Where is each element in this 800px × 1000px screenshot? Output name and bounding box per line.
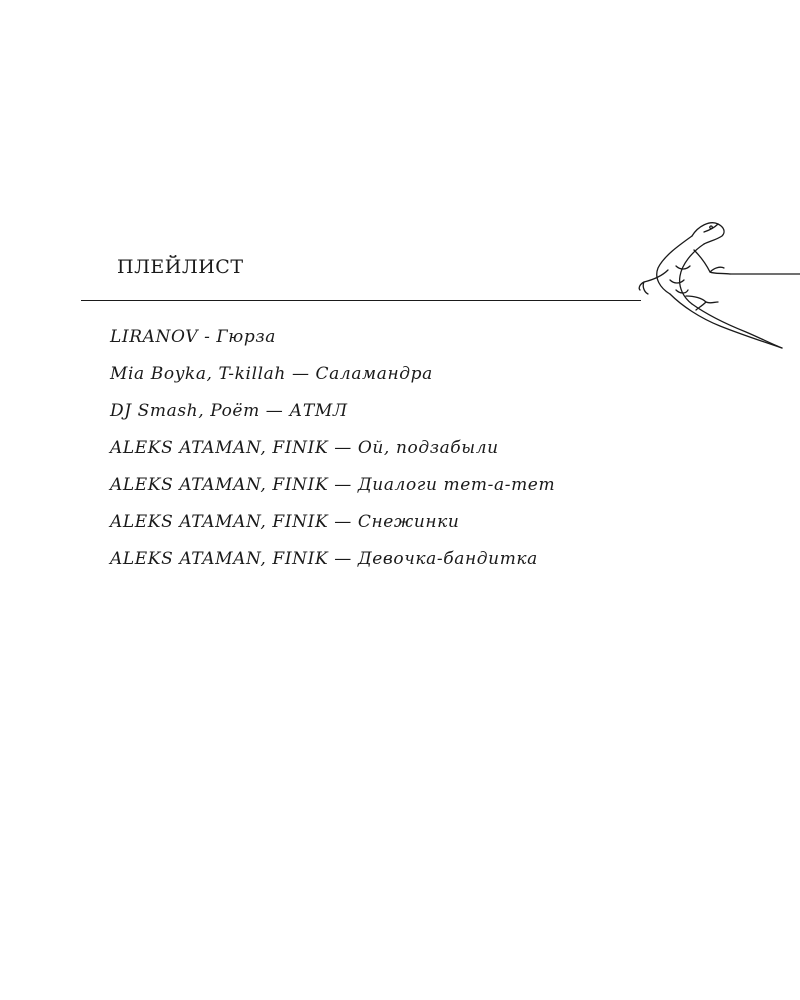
track-item: DJ Smash, Poёт — АТМЛ — [110, 401, 348, 421]
track-item: ALEKS ATAMAN, FINIK — Снежинки — [110, 512, 460, 532]
playlist — [110, 324, 555, 583]
track-item: ALEKS ATAMAN, FINIK — Ой, подзабыли — [110, 438, 499, 458]
divider-line — [81, 300, 641, 301]
track-item: ALEKS ATAMAN, FINIK — Диалоги тет-а-тет — [110, 475, 556, 495]
track-item: Mia Boyka, T-killah — Саламандра — [110, 364, 433, 384]
track-item: ALEKS ATAMAN, FINIK — Девочка-бандитка — [110, 549, 538, 569]
page-title: ПЛЕЙЛИСТ — [117, 256, 244, 278]
lizard-icon — [630, 210, 800, 355]
track-item: LIRANOV - Гюрза — [110, 327, 276, 347]
